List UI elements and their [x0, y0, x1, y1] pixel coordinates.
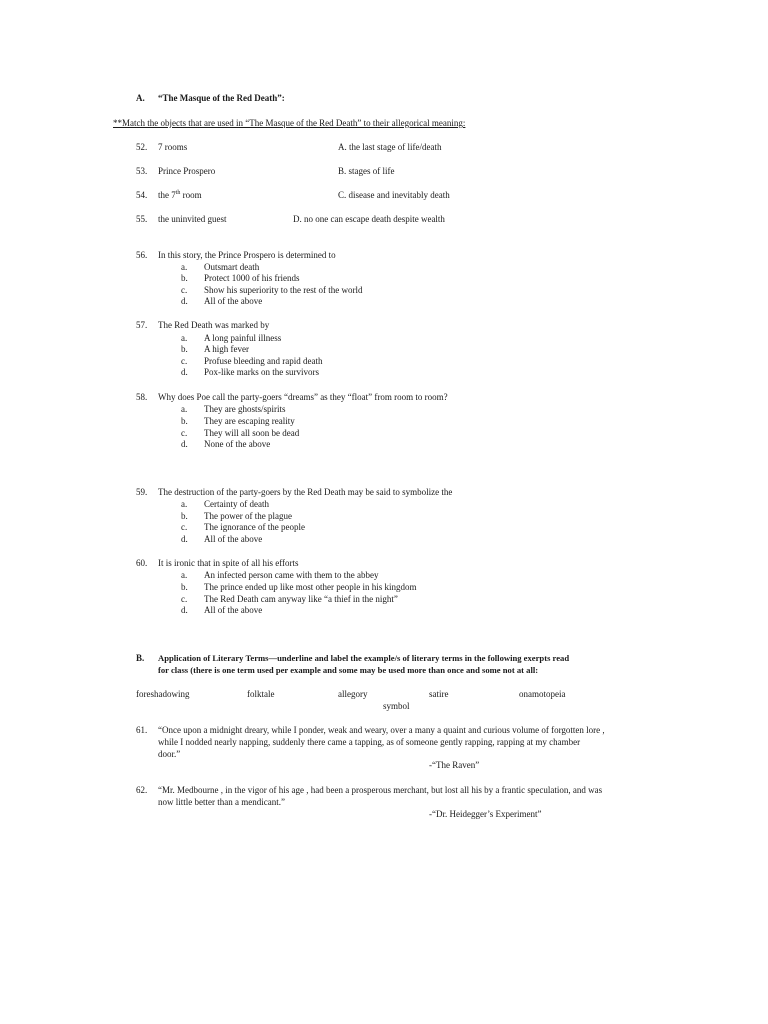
matching-answer: A. the last stage of life/death [338, 142, 442, 152]
term: foreshadowing [136, 689, 190, 699]
option-text: Certainty of death [204, 499, 269, 509]
option-text: A long painful illness [204, 333, 282, 343]
term: satire [429, 689, 449, 699]
excerpt-line: “Once upon a midnight dreary, while I ponder, weak and weary, over a many a quaint and curious volume of forgotten lore , [158, 725, 605, 735]
option-text: They are escaping reality [204, 416, 295, 426]
option-text: The prince ended up like most other people in his kingdom [204, 582, 417, 592]
option-letter: c. [181, 285, 188, 295]
term: allegory [338, 689, 368, 699]
option-text: All of the above [204, 534, 263, 544]
excerpt-line: now little better than a mendicant.” [158, 797, 285, 807]
matching-item [158, 189, 202, 201]
option-letter: a. [181, 499, 188, 509]
section-a-instruction: **Match the objects that are used in “The Masque of the Red Death” to their allegorical meaning: [113, 118, 466, 128]
option-letter: d. [181, 367, 188, 377]
matching-item: 7 rooms [158, 142, 188, 152]
matching-item-text-after: room [180, 190, 202, 200]
option-letter: b. [181, 511, 188, 521]
term: folktale [247, 689, 275, 699]
matching-answer: B. stages of life [338, 166, 395, 176]
matching-answer: D. no one can escape death despite wealth [293, 214, 445, 224]
section-a-title: “The Masque of the Red Death”: [158, 93, 285, 103]
matching-item: the uninvited guest [158, 214, 227, 224]
matching-item-sup: th [175, 190, 181, 196]
excerpt-source: -“The Raven” [429, 760, 480, 770]
section-a-letter: A. [136, 93, 145, 103]
question-text: It is ironic that in spite of all his efforts [158, 558, 299, 568]
question-text: The Red Death was marked by [158, 320, 270, 330]
question-num: 56. [136, 250, 148, 260]
option-letter: d. [181, 605, 188, 615]
option-text: Protect 1000 of his friends [204, 273, 300, 283]
option-text: The power of the plague [204, 511, 292, 521]
option-letter: c. [181, 594, 188, 604]
option-letter: c. [181, 356, 188, 366]
option-letter: b. [181, 582, 188, 592]
excerpt-line: while I nodded nearly napping, suddenly there came a tapping, as of someone gently rapping, rapping at my chamber [158, 737, 581, 747]
excerpt-source: -“Dr. Heidegger’s Experiment” [429, 809, 542, 819]
question-text: Why does Poe call the party-goers “dreams” as they “float” from room to room? [158, 392, 448, 402]
question-num: 57. [136, 320, 148, 330]
matching-num: 55. [136, 214, 148, 224]
question-num: 59. [136, 487, 148, 497]
excerpt-num: 61. [136, 725, 148, 735]
option-text: All of the above [204, 605, 263, 615]
excerpt-line: door.” [158, 749, 181, 759]
question-num: 60. [136, 558, 148, 568]
option-text: A high fever [204, 344, 249, 354]
matching-answer: C. disease and inevitably death [338, 190, 450, 200]
option-letter: a. [181, 404, 188, 414]
option-text: The Red Death cam anyway like “a thief in the night” [204, 594, 398, 604]
matching-item: Prince Prospero [158, 166, 216, 176]
option-text: All of the above [204, 296, 263, 306]
option-letter: a. [181, 262, 188, 272]
matching-num: 53. [136, 166, 148, 176]
option-letter: d. [181, 534, 188, 544]
excerpt-num: 62. [136, 785, 148, 795]
option-text: The ignorance of the people [204, 522, 305, 532]
term: symbol [383, 701, 410, 711]
matching-item-text: the 7 [158, 190, 176, 200]
option-letter: a. [181, 570, 188, 580]
option-letter: b. [181, 416, 188, 426]
excerpt-line: “Mr. Medbourne , in the vigor of his age , had been a prosperous merchant, but lost all his by a frantic speculation, and was [158, 785, 603, 795]
term: onamotopeia [519, 689, 566, 699]
option-letter: a. [181, 333, 188, 343]
section-b-instruction-line2: for class (there is one term used per example and some may be used more than once and some not at all: [158, 665, 539, 675]
section-b-instruction-line1: Application of Literary Terms—underline and label the example/s of literary terms in the following exerpts read [158, 653, 570, 663]
question-num: 58. [136, 392, 148, 402]
section-b-letter: B. [136, 653, 145, 663]
option-text: Pox-like marks on the survivors [204, 367, 319, 377]
option-letter: d. [181, 296, 188, 306]
option-text: Show his superiority to the rest of the world [204, 285, 363, 295]
option-letter: b. [181, 344, 188, 354]
option-text: Outsmart death [204, 262, 260, 272]
option-text: None of the above [204, 439, 271, 449]
matching-num: 54. [136, 190, 148, 200]
matching-num: 52. [136, 142, 148, 152]
option-text: An infected person came with them to the abbey [204, 570, 379, 580]
option-text: Profuse bleeding and rapid death [204, 356, 323, 366]
option-letter: d. [181, 439, 188, 449]
question-text: In this story, the Prince Prospero is determined to [158, 250, 336, 260]
question-text: The destruction of the party-goers by the Red Death may be said to symbolize the [158, 487, 453, 497]
option-letter: c. [181, 428, 188, 438]
option-text: They are ghosts/spirits [204, 404, 286, 414]
option-letter: b. [181, 273, 188, 283]
option-letter: c. [181, 522, 188, 532]
option-text: They will all soon be dead [204, 428, 300, 438]
